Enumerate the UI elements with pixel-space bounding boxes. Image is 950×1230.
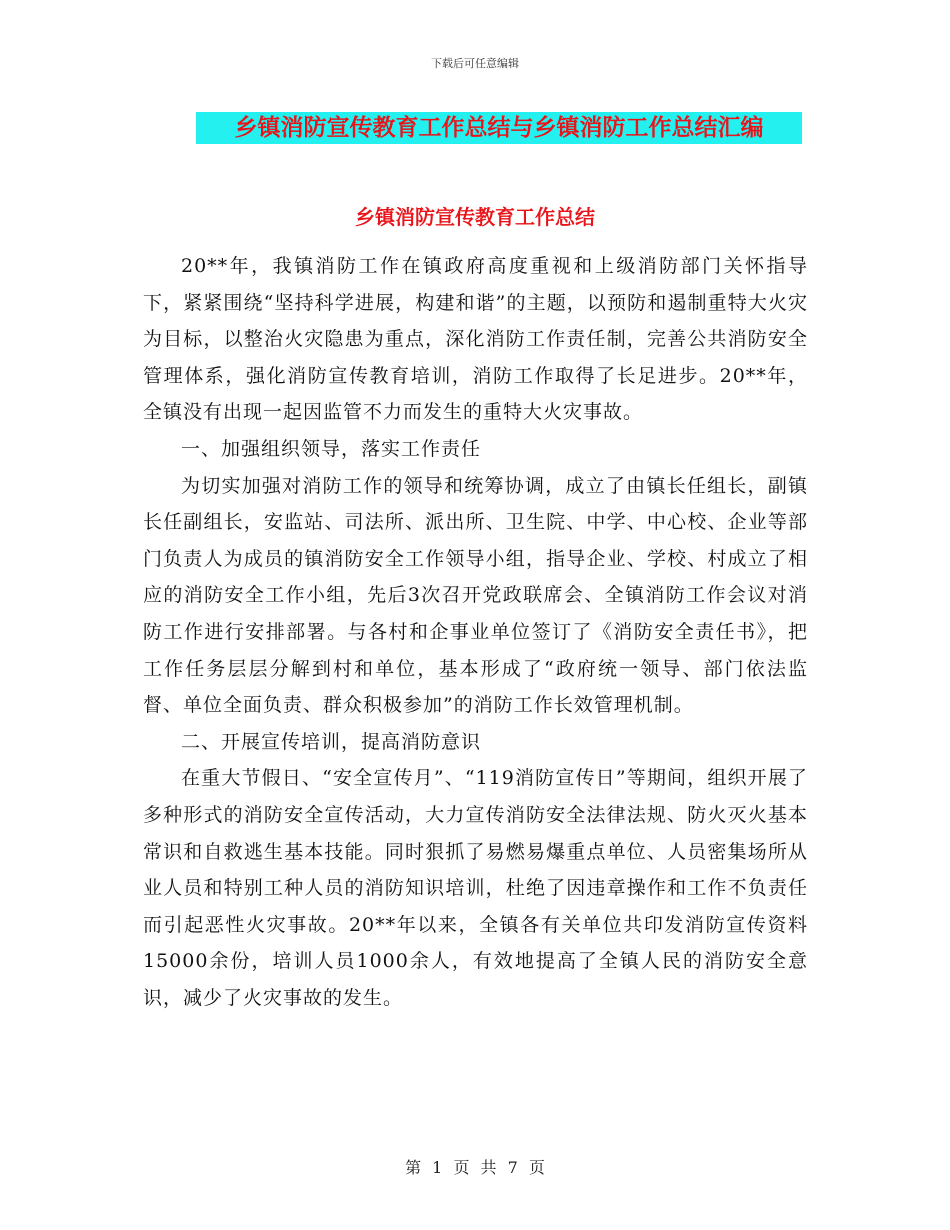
paragraph-intro: 20**年，我镇消防工作在镇政府高度重视和上级消防部门关怀指导下，紧紧围绕“坚持科学进展，构建和谐”的主题，以预防和遏制重特大火灾为目标，以整治火灾隐患为重点，深化消防工作责任制，完善公共消防安全管理体系，强化消防宣传教育培训，消防工作取得了长足进步。20**年，全镇没有出现一起因监管不力而发生的重特大火灾事故。	[143, 255, 808, 424]
page-number-footer: 第 1 页 共 7 页	[405, 1158, 545, 1177]
paragraph-training: 在重大节假日、“安全宣传月”、“119消防宣传日”等期间，组织开展了多种形式的消防安全宣传活动，大力宣传消防安全法律法规、防火灭火基本常识和自救逃生基本技能。同时狠抓了易燃易爆重点单位、人员密集场所从业人员和特别工种人员的消防知识培训，杜绝了因违章操作和工作不负责任而引起恶性火灾事故。20**年以来，全镇各有关单位共印发消防宣传资料15000余份，培训人员1000余人，有效地提高了全镇人民的消防安全意识，减少了火灾事故的发生。	[143, 767, 808, 1009]
document-main-title: 乡镇消防宣传教育工作总结与乡镇消防工作总结汇编	[234, 115, 764, 141]
section-heading-2: 二、开展宣传培训，提高消防意识	[181, 730, 482, 753]
section-heading-1: 一、加强组织领导，落实工作责任	[181, 437, 482, 460]
header-note: 下载后可任意编辑	[431, 57, 519, 70]
section-title: 乡镇消防宣传教育工作总结	[355, 205, 595, 229]
paragraph-organization: 为切实加强对消防工作的领导和统筹协调，成立了由镇长任组长，副镇长任副组长，安监站、司法所、派出所、卫生院、中学、中心校、企业等部门负责人为成员的镇消防安全工作领导小组，指导企业、学校、村成立了相应的消防安全工作小组，先后3次召开党政联席会、全镇消防工作会议对消防工作进行安排部署。与各村和企事业单位签订了《消防安全责任书》，把工作任务层层分解到村和单位，基本形成了“政府统一领导、部门依法监督、单位全面负责、群众积极参加”的消防工作长效管理机制。	[143, 474, 808, 717]
document-body	[143, 248, 808, 1016]
